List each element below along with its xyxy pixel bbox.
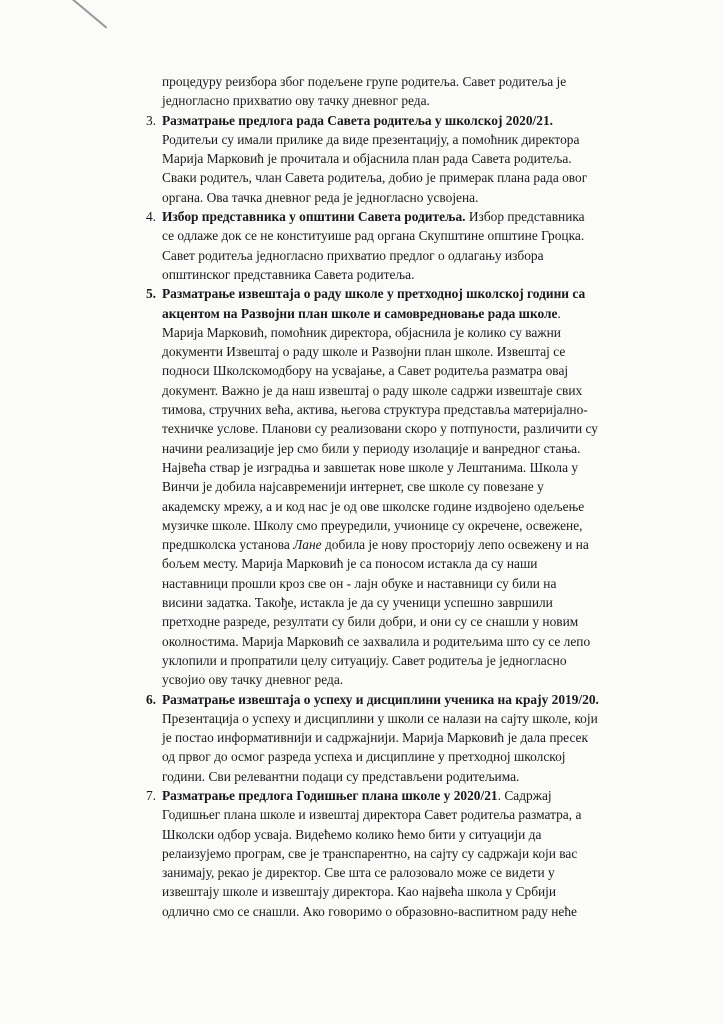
scan-corner-mark	[60, 0, 107, 29]
item-title: Избор представника у општини Савета родитеља.	[162, 209, 466, 225]
item-title: Разматрање извештаја о раду школе у претходној школској години са акцентом на Развојни план школе и самовредновање рада школе	[162, 286, 586, 321]
item-text-after: добила је нову просторију лепо освежену и на бољем месту. Марија Марковић је са поносом истакла да су наши наставници прошли кроз све он - лајн обуке и наставници су били на висини задатка. Такође, истакла је да су ученици успешно завршили претходне разреде, резултати су били добри, и они су се снашли у новим околностима. Марија Марковић се захвалила и родитељима што су се лепо уклопили и пропратили целу ситуацију. Савет родитеља је једногласно усвојио ову тачку дневног реда.	[162, 537, 591, 688]
intro-paragraph	[162, 72, 600, 111]
item-text: Избор представника се одлаже док се не конституише рад органа Скупштине општине Гроцка. Савет родитеља једногласно прихватио предлог о одлагању избора општинског представника Савета родитеља.	[162, 209, 585, 282]
item-text-italic: Лане	[293, 537, 322, 553]
item-title: Разматрање предлога рада Савета родитеља у школској 2020/21.	[162, 112, 554, 128]
item-title: Разматрање извештаја о успеху и дисциплини ученика на крају 2019/20.	[162, 691, 599, 707]
item-text-before: Марија Марковић, помоћник директора, објаснила је колико су важни документи Извештај о раду школе и Развојни план школе. Извештај се подноси Школскомодбору на усвајање, а Савет родитеља разматра овај документ. Важно је да наш извештај о раду школе садржи извештаје свих тимова, стручних већа, актива, његова структура представља материјално-техничке услове. Планови су реализовани скоро у потпуности, различити су начини реализације јер смо били у периоду изолације и ванредног стања. Највећа ствар је изградња и завшетак нове школе у Лештанима. Школа у Винчи је добила најсавременији интернет, све школе су повезане у академску мрежу, а и код нас је од ове школске године издвојено одељење музичке школе. Школу смо преуредили, учионице су окречене, освежене, предшколска установа	[162, 324, 598, 553]
intro-text: процедуру реизбора због подељене групе родитеља. Савет родитеља је једногласно прихватио ову тачку дневног реда.	[162, 74, 567, 109]
document-body	[145, 72, 600, 921]
item-text: Садржај Годишњег плана школе и извештај директора Савет родитеља разматра, а Школски одбор усваја. Видећемо колико ћемо бити у ситуацији да релаизујемо програм, све је транспарентно, на сајту су садржаји који вас занимају, рекао је директор. Све шта се ралозовало може се видети у извештају школе и извештају директора. Као највећа школа у Србији одлично смо се снашли. Ако говоримо о образовно-васпитном раду неће	[162, 787, 582, 919]
item-number: 3.	[145, 112, 156, 128]
item-number: 5.	[145, 286, 156, 302]
agenda-item-6	[145, 690, 600, 786]
item-title: Разматрање предлога Годишњег плана школе у 2020/21	[162, 787, 498, 803]
agenda-item-4	[145, 207, 600, 284]
item-title-end: .	[497, 787, 501, 803]
item-title-end: .	[557, 305, 561, 321]
item-number: 6.	[145, 691, 156, 707]
item-text: Презентација о успеху и дисциплини у школи се налази на сајту школе, који је постао информативнији и садржајнији. Марија Марковић је дала пресек од првог до осмог разреда успеха и дисциплине у претходној школској години. Сви релевантни подаци су представљени родитељима.	[162, 710, 598, 784]
agenda-item-5	[145, 284, 600, 689]
item-text: Родитељи су имали прилике да виде презентацију, а помоћник директора Марија Марковић је прочитала и објаснила план рада Савета родитеља. Сваки родитељ, члан Савета родитеља, добио је примерак плана рада овог органа. Ова тачка дневног реда је једногласно усвојена.	[162, 131, 588, 205]
item-number: 4.	[145, 209, 156, 225]
agenda-item-7	[145, 786, 600, 921]
agenda-list	[145, 111, 600, 921]
item-number: 7.	[145, 787, 156, 803]
agenda-item-3	[145, 111, 600, 207]
